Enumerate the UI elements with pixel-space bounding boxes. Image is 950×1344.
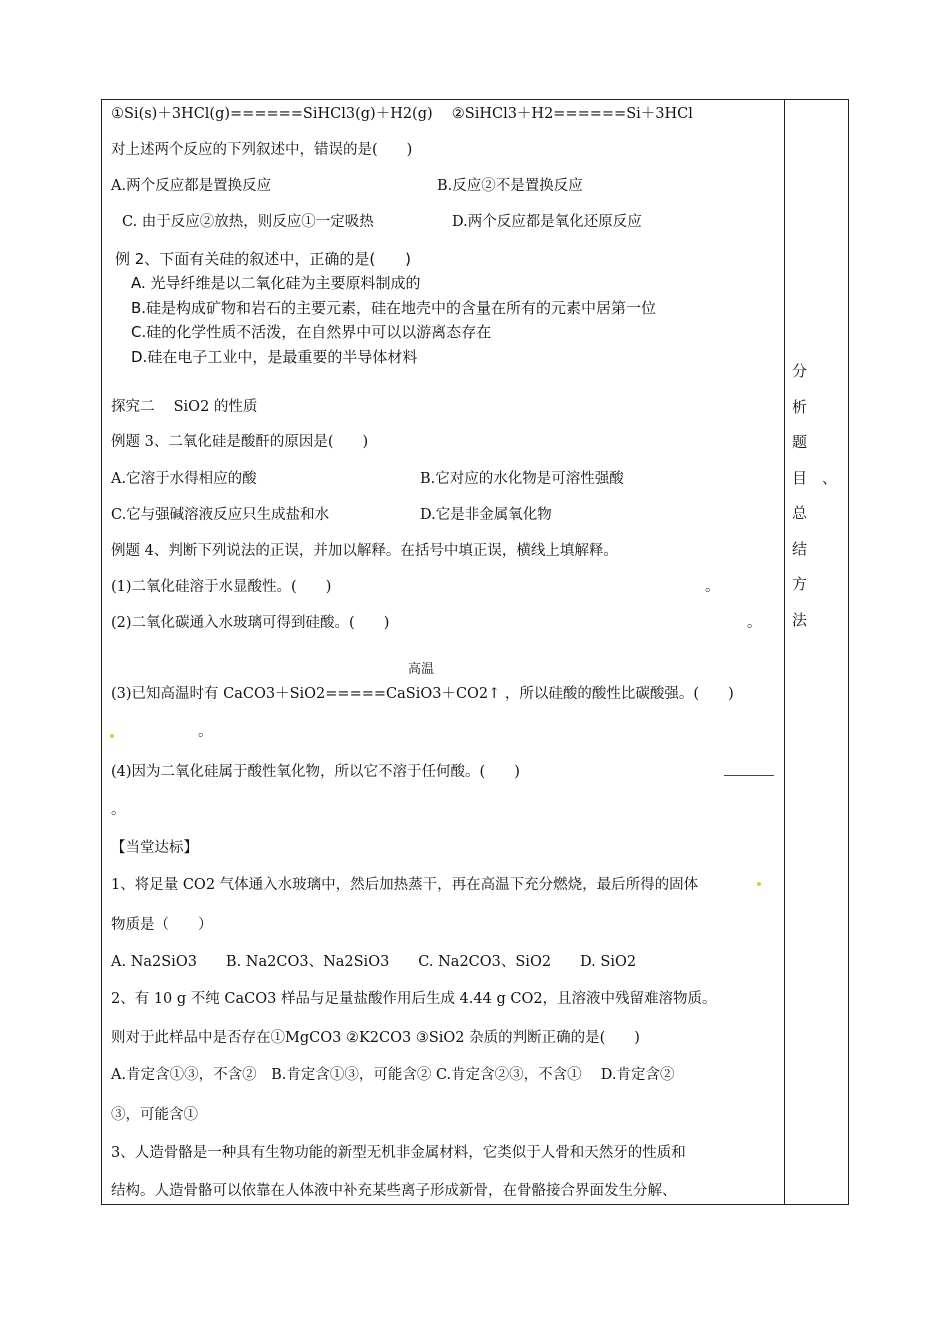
practice-heading: 【当堂达标】 (111, 840, 198, 856)
statement-4: (4)因为二氧化硅属于酸性氧化物，所以它不溶于任何酸。( ) (111, 764, 520, 780)
example-3-option-d: D.它是非金属氧化物 (420, 507, 552, 523)
statement-3: (3)已知高温时有 CaCO3＋SiO2=====CaSiO3＋CO2↑ ，所以硅酸的酸性比碳酸强。( ) (111, 686, 734, 702)
statement-2-end: 。 (747, 615, 762, 631)
example-2-stem: 例 2、下面有关硅的叙述中，正确的是( ) (115, 250, 412, 268)
statement-2: (2)二氧化碳通入水玻璃可得到硅酸。( ) (111, 615, 390, 631)
practice-2: 2、有 10 g 不纯 CaCO3 样品与足量盐酸作用后生成 4.44 g CO2，且溶液中残留难溶物质。 (111, 991, 717, 1007)
statement-3-end: 。 (198, 724, 213, 740)
practice-2-cont: 则对于此样品中是否存在①MgCO3 ②K2CO3 ③SiO2 杂质的判断正确的是( ) (111, 1030, 640, 1046)
side-char: 结 (792, 539, 808, 558)
practice-3-cont: 结构。人造骨骼可以依靠在人体液中补充某些离子形成新骨，在骨骼接合界面发生分解、 (111, 1183, 677, 1199)
answer-blank (724, 762, 774, 782)
example-2-option-d: D.硅在电子工业中，是最重要的半导体材料 (131, 348, 418, 366)
practice-2-options: A.肯定含①③，不含② B.肯定含①③，可能含② C.肯定含②③，不含① D.肯定含② (111, 1067, 675, 1083)
column-divider (784, 99, 785, 1205)
example-2-option-c: C.硅的化学性质不活泼，在自然界中可以以游离态存在 (131, 323, 492, 341)
practice-1: 1、将足量 CO2 气体通入水玻璃中，然后加热蒸干，再在高温下充分燃烧，最后所得的固体 (111, 877, 699, 893)
practice-3: 3、人造骨骼是一种具有生物功能的新型无机非金属材料，它类似于人骨和天然牙的性质和 (111, 1145, 686, 1161)
side-char: 目 、 (792, 468, 838, 487)
practice-2-options-cont: ③，可能含① (111, 1107, 198, 1123)
practice-1-options: A. Na2SiO3 B. Na2CO3、Na2SiO3 C. Na2CO3、SiO2 D. SiO2 (111, 954, 637, 970)
reaction-equations: ①Si(s)＋3HCl(g)======SiHCl3(g)＋H2(g) ②SiHCl3＋H2======Si＋3HCl (111, 106, 693, 122)
question-stem: 对上述两个反应的下列叙述中，错误的是( ) (111, 142, 413, 158)
statement-1-end: 。 (705, 579, 720, 595)
side-char: 方 (792, 575, 808, 593)
example-2-option-a: A. 光导纤维是以二氧化硅为主要原料制成的 (131, 274, 421, 292)
side-char: 析 (792, 397, 808, 416)
side-char: 题 (792, 433, 808, 451)
side-char: 分 (792, 362, 808, 380)
side-char: 法 (792, 610, 808, 629)
example-3-option-b: B.它对应的水化物是可溶性强酸 (420, 471, 624, 487)
example-4-stem: 例题 4、判断下列说法的正误，并加以解释。在括号中填正误，横线上填解释。 (111, 543, 618, 559)
example-3-option-c: C.它与强碱溶液反应只生成盐和水 (111, 507, 330, 523)
example-3-stem: 例题 3、二氧化硅是酸酐的原因是( ) (111, 434, 369, 450)
option-c: C. 由于反应②放热，则反应①一定吸热 (122, 214, 374, 230)
mark-dot (110, 734, 114, 738)
side-char: 总 (792, 504, 808, 522)
mark-dot (757, 882, 761, 886)
example-2-option-b: B.硅是构成矿物和岩石的主要元素，硅在地壳中的含量在所有的元素中居第一位 (131, 299, 657, 317)
condition-label: 高温 (408, 662, 435, 677)
section-heading: 探究二 SiO2 的性质 (111, 399, 258, 415)
option-a: A.两个反应都是置换反应 (111, 178, 272, 194)
practice-1-cont: 物质是（ ） (111, 917, 213, 933)
option-d: D.两个反应都是氧化还原反应 (452, 214, 642, 230)
statement-4-end: 。 (111, 802, 126, 818)
side-note (792, 354, 842, 638)
statement-1: (1)二氧化硅溶于水显酸性。( ) (111, 579, 332, 595)
example-3-option-a: A.它溶于水得相应的酸 (111, 471, 257, 487)
option-b: B.反应②不是置换反应 (437, 178, 583, 194)
